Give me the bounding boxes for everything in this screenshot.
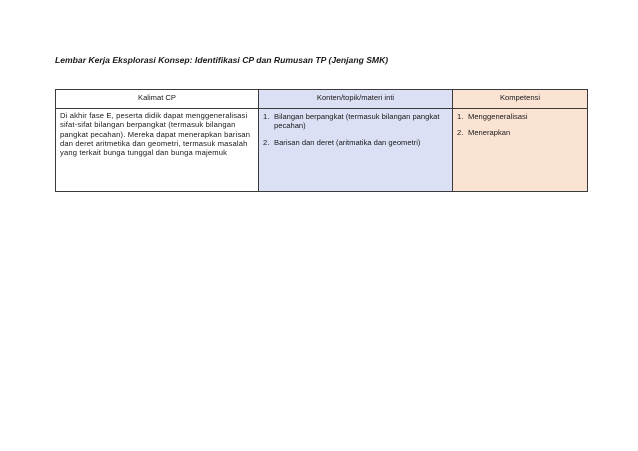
table-header-row bbox=[56, 90, 588, 109]
header-kompetensi: Kompetensi bbox=[453, 90, 588, 109]
header-konten: Konten/topik/materi inti bbox=[259, 90, 453, 109]
list-number: 2. bbox=[457, 128, 464, 138]
header-kalimat-cp: Kalimat CP bbox=[56, 90, 259, 109]
list-item bbox=[457, 112, 583, 121]
list-item-text: Menerapkan bbox=[468, 128, 511, 138]
list-item bbox=[263, 138, 448, 147]
list-number: 2. bbox=[263, 137, 270, 147]
list-item-text: Bilangan berpangkat (termasuk bilangan pangkat pecahan) bbox=[274, 112, 440, 131]
kompetensi-list bbox=[457, 112, 583, 138]
kalimat-cp-cell: Di akhir fase E, peserta didik dapat menggeneralisasi sifat-sifat bilangan berpangkat (termasuk bilangan pangkat pecahan). Mereka dapat menerapkan barisan dan deret aritmetika dan geometri, termasuk masalah yang terkait bunga tunggal dan bunga majemuk bbox=[56, 109, 259, 192]
list-number: 1. bbox=[263, 112, 270, 121]
list-item-text: Menggeneralisasi bbox=[468, 112, 528, 121]
table-row bbox=[56, 109, 588, 192]
konten-list bbox=[263, 112, 448, 147]
cp-identification-table bbox=[55, 89, 588, 192]
list-item-text: Barisan dan deret (aritmatika dan geometri) bbox=[274, 137, 421, 147]
list-item bbox=[457, 128, 583, 137]
kompetensi-cell bbox=[453, 109, 588, 192]
page-title: Lembar Kerja Eksplorasi Konsep: Identifikasi CP dan Rumusan TP (Jenjang SMK) bbox=[55, 55, 389, 65]
konten-cell bbox=[259, 109, 453, 192]
list-number: 1. bbox=[457, 112, 464, 121]
list-item bbox=[263, 112, 448, 131]
